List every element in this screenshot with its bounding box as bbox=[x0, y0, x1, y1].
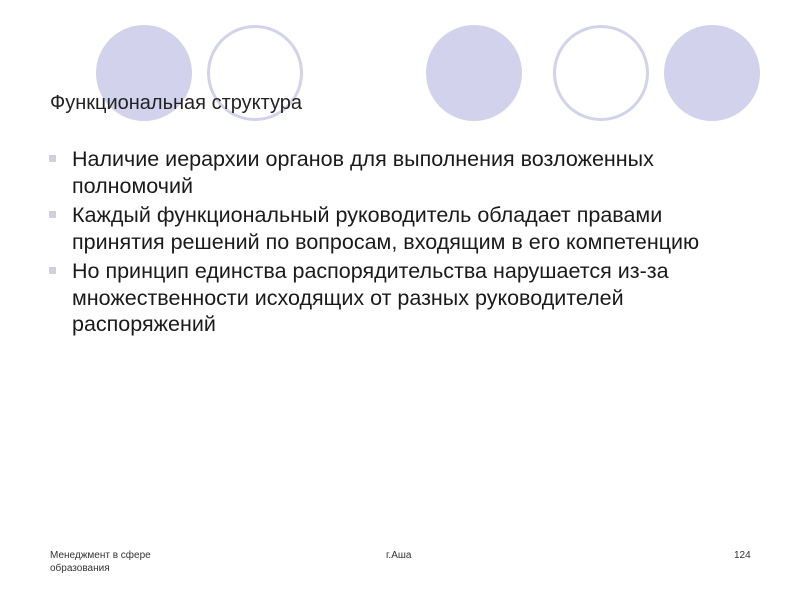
bullet-text: Но принцип единства распорядительства нарушается из-за множественности исходящих от разных руководителей распоряжений bbox=[72, 259, 669, 336]
decorative-circle-filled bbox=[664, 25, 760, 121]
footer-center-text: г.Аша bbox=[386, 550, 412, 561]
slide-title: Функциональная структура bbox=[50, 92, 303, 114]
bullet-item bbox=[46, 146, 736, 199]
bullet-list bbox=[46, 146, 736, 341]
square-bullet-icon bbox=[49, 267, 56, 274]
square-bullet-icon bbox=[49, 211, 56, 218]
footer-left-text: Менеджмент в сфере образования bbox=[50, 550, 151, 574]
bullet-text: Каждый функциональный руководитель обладает правами принятия решений по вопросам, входящим в его компетенцию bbox=[72, 203, 700, 254]
bullet-item bbox=[46, 202, 736, 255]
page-number: 124 bbox=[734, 550, 751, 561]
bullet-item bbox=[46, 258, 736, 338]
decorative-circle-outline bbox=[553, 25, 649, 121]
bullet-text: Наличие иерархии органов для выполнения возложенных полномочий bbox=[72, 147, 654, 198]
decorative-circle-filled bbox=[426, 25, 522, 121]
square-bullet-icon bbox=[49, 155, 56, 162]
